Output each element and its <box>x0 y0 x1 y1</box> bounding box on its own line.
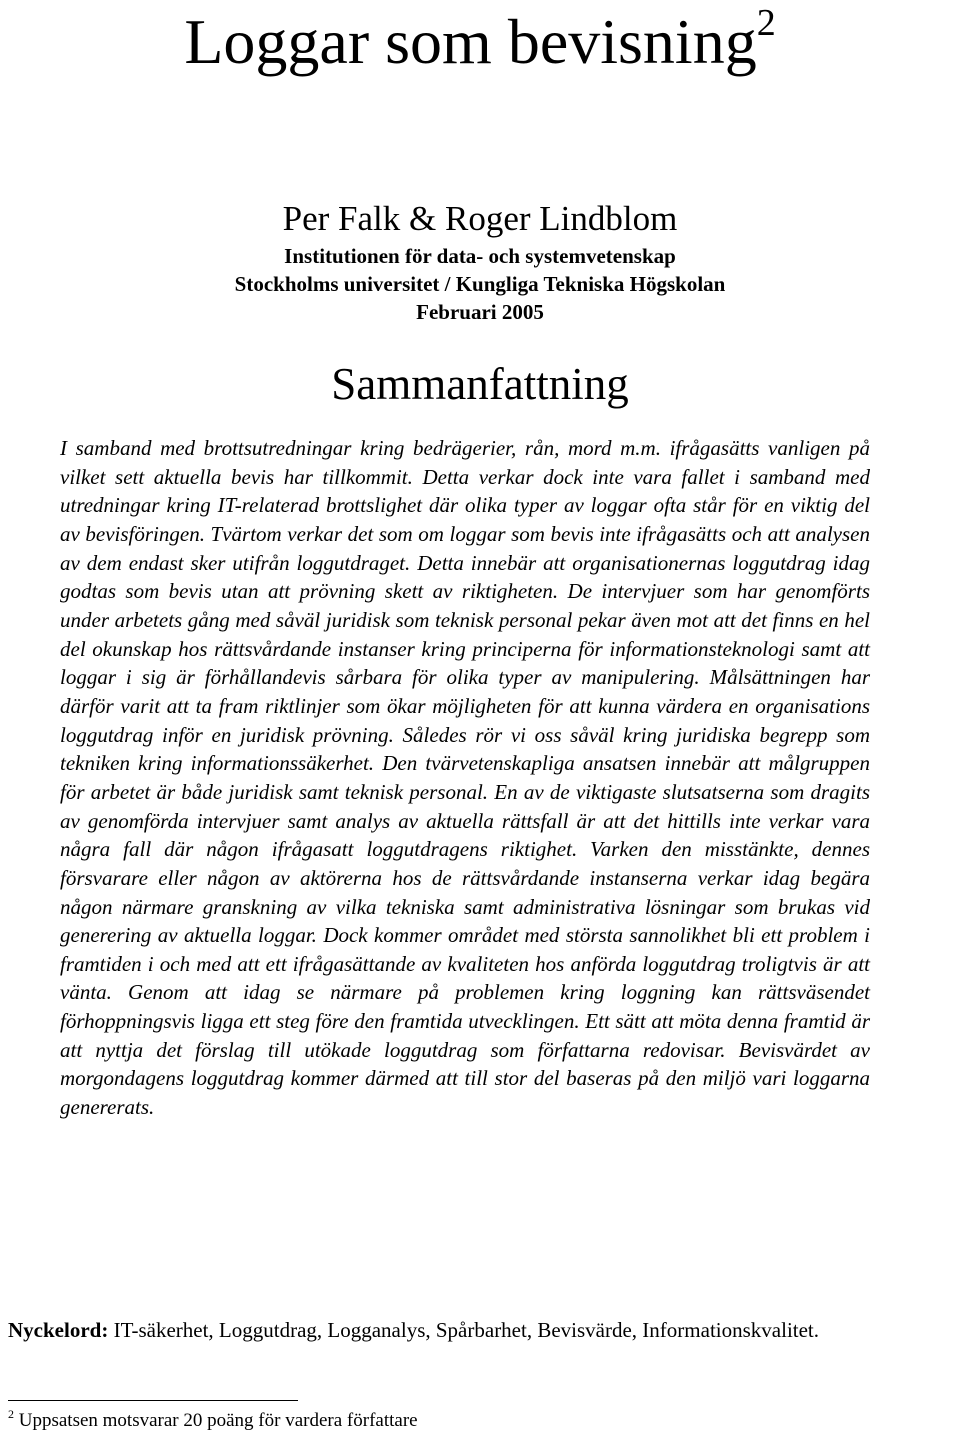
publication-date: Februari 2005 <box>416 300 544 324</box>
keywords <box>8 1316 960 1344</box>
footnote-text: Uppsatsen motsvarar 20 poäng för vardera författare <box>14 1410 418 1431</box>
abstract-paragraph: I samband med brottsutredningar kring bedrägerier, rån, mord m.m. ifrågasätts vanligen på vilket sett aktuella bevis har tillkommit. Detta verkar dock inte vara fallet i samband med utredningar kring IT-relaterad brottslighet där olika typer av loggar ofta står för en viktig del av bevisföringen. Tvärtom verkar det som om loggar som bevis inte ifrågasätts och att analysen av dem endast sker utifrån loggutdraget. Detta innebär att organisationernas loggutdrag idag godtas som bevis utan att prövning skett av riktigheten. De intervjuer som har genomförts under arbetets gång med såväl juridisk som teknisk personal pekar även mot att det finns en hel del okunskap hos rättsvårdande instanser kring principerna för informationsteknologi samt att loggar i sig är förhållandevis sårbara för olika typer av manipulering. Målsättningen har därför varit att ta fram riktlinjer som ökar möjligheten för att kunna värdera en organisations loggutdrag inför en juridisk prövning. Således rör vi oss såväl kring juridiska begrepp som tekniken kring informationssäkerhet. Den tvärvetenskapliga ansatsen innebär att målgruppen för arbetet är både juridisk samt teknisk personal. En av de viktigaste slutsatserna som dragits av genomförda intervjuer samt analys av aktuella rättsfall är att det hittills inte verkar vara några fall där någon ifrågasatt loggutdragens riktighet. Varken den misstänkte, dennes försvarare eller någon av aktörerna hos de rättsvårdande instanserna verkar idag begära någon närmare granskning av vilka tekniska samt administrativa lösningar som brukas vid generering av aktuella loggar. Dock kommer området med största sannolikhet bli ett problem i framtiden i och med att ett ifrågasättande av kvaliteten hos anförda loggutdrag troligtvis är att vänta. Genom att idag se närmare på problemen kring loggning kan rättsväsendet förhoppningsvis ligga ett steg före den framtida utvecklingen. Ett sätt att möta denna framtid är att nyttja det förslag till utökade loggutdrag som författarna redovisar. Bevisvärdet av morgondagens loggutdrag kommer därmed att till stor del baseras på den miljö vari loggarna genererats. <box>60 436 870 1120</box>
section-heading: Sammanfattning <box>331 359 629 409</box>
title-footnote-mark: 2 <box>756 2 776 44</box>
title-text: Loggar som bevisning <box>184 6 757 77</box>
keywords-label: Nyckelord: <box>8 1318 109 1342</box>
footnote-divider <box>8 1400 298 1401</box>
document-title <box>0 2 960 91</box>
footnote <box>8 1408 418 1435</box>
footnote-mark: 2 <box>8 1407 14 1421</box>
authors: Per Falk & Roger Lindblom <box>282 199 678 238</box>
affiliation-university: Stockholms universitet / Kungliga Tekniska Högskolan <box>234 272 726 296</box>
affiliation-department: Institutionen för data- och systemvetenskap <box>284 244 676 268</box>
keywords-list: IT-säkerhet, Loggutdrag, Logganalys, Spårbarhet, Bevisvärde, Informationskvalitet. <box>108 1318 820 1342</box>
